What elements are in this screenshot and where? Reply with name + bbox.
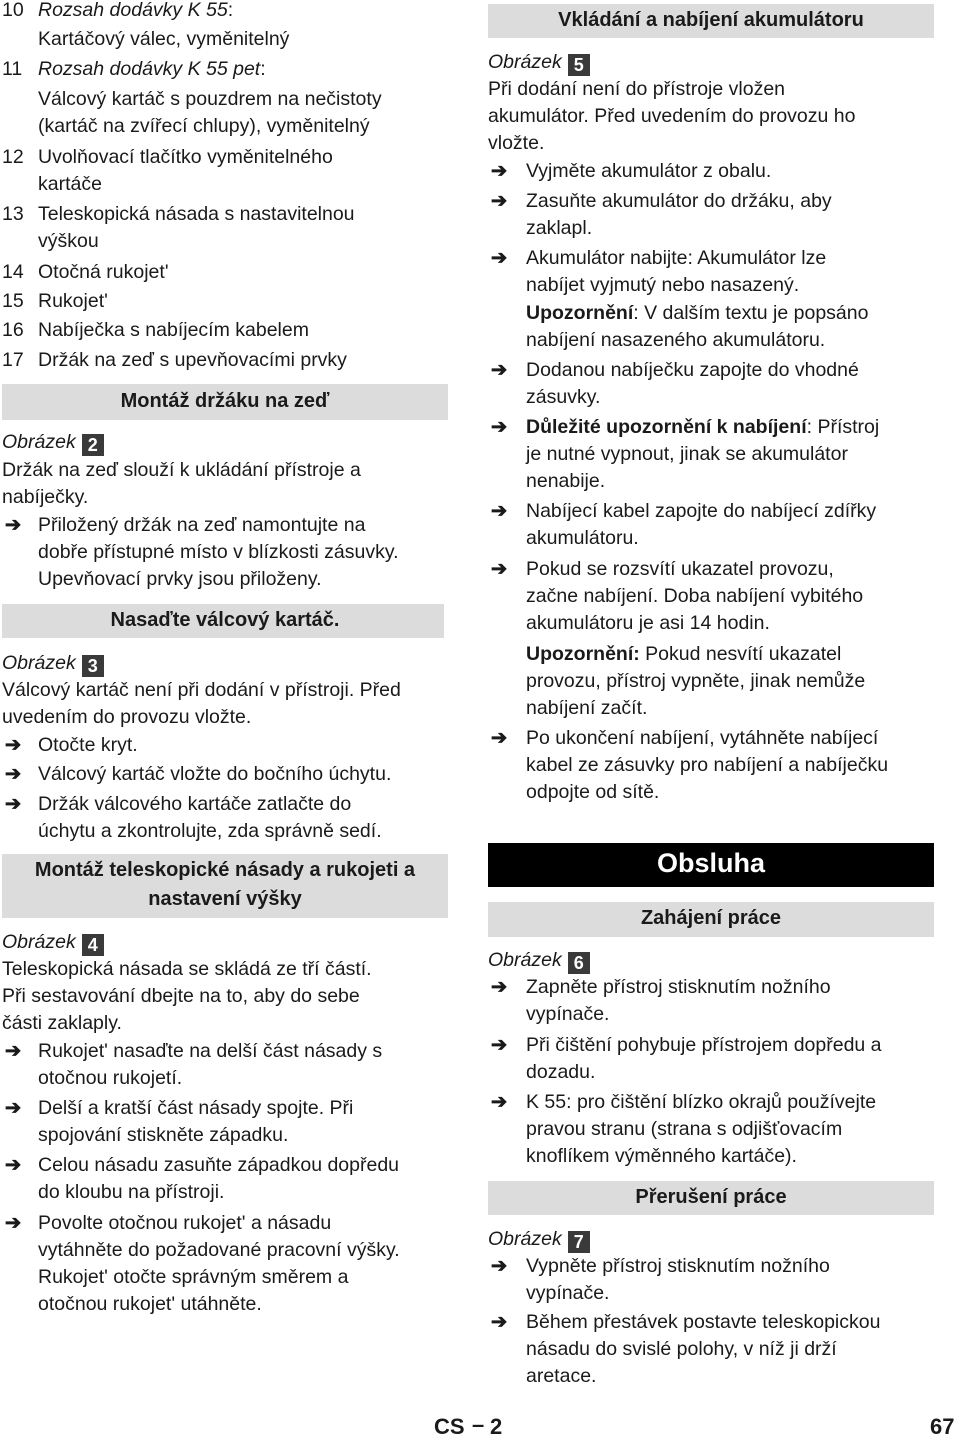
step-text: zásuvky.	[526, 386, 601, 408]
arrow-right-icon: ➔	[4, 1040, 22, 1062]
list-item-text: Držák na zeď s upevňovacími prvky	[38, 349, 347, 371]
step-text: zaklapl.	[526, 217, 593, 239]
step-text: Válcový kartáč vložte do bočního úchytu.	[38, 763, 392, 785]
arrow-right-icon: ➔	[490, 500, 508, 522]
step-text: nenabije.	[526, 470, 606, 492]
figure-number-icon: 7	[568, 1231, 590, 1253]
page-number: 67	[930, 1414, 955, 1439]
step-text: Důležité upozornění k nabíjení: Přístroj	[526, 416, 880, 438]
step-text: Dodanou nabíječku zapojte do vhodné	[526, 359, 859, 381]
list-item-13: 13	[2, 203, 24, 225]
list-item-text: Nabíječka s nabíjecím kabelem	[38, 319, 309, 341]
paragraph-line: Při dodání není do přístroje vložen	[488, 78, 786, 100]
arrow-right-icon: ➔	[4, 514, 22, 536]
list-item-15: 15	[2, 290, 24, 312]
figure-ref: Obrázek 4	[2, 930, 104, 956]
step-text: pravou stranu (strana s odjišťovacím	[526, 1118, 843, 1140]
note-line: nabíjení začít.	[526, 697, 648, 719]
list-item-text: Teleskopická násada s nastavitelnou	[38, 203, 355, 225]
step-text: Akumulátor nabijte: Akumulátor lze	[526, 247, 827, 269]
step-text: kabel ze zásuvky pro nabíjení a nabíječku	[526, 754, 889, 776]
arrow-right-icon: ➔	[490, 416, 508, 438]
list-item-text: Kartáčový válec, vyměnitelný	[38, 28, 290, 50]
step-text: Povolte otočnou rukojet' a násadu	[38, 1212, 332, 1234]
step-text: úchytu a zkontrolujte, zda správně sedí.	[38, 820, 382, 842]
step-text: akumulátoru.	[526, 527, 639, 549]
list-item-14: 14	[2, 261, 24, 283]
figure-number-icon: 3	[82, 655, 104, 677]
operation-heading: Obsluha	[656, 848, 765, 878]
list-item-17: 17	[2, 349, 24, 371]
arrow-right-icon: ➔	[4, 793, 22, 815]
arrow-right-icon: ➔	[490, 1034, 508, 1056]
item-label: Rozsah dodávky K 55	[38, 0, 228, 21]
step-text: dobře přístupné místo v blízkosti zásuvky.	[38, 541, 399, 563]
list-item-text: výškou	[38, 230, 99, 252]
list-item-text: (kartáč na zvířecí chlupy), vyměnitelný	[38, 115, 370, 137]
list-item-12: 12	[2, 146, 24, 168]
section-heading: Montáž držáku na zeď	[120, 390, 330, 412]
step-text: vypínače.	[526, 1003, 610, 1025]
footer-lang: CS	[434, 1414, 465, 1439]
paragraph-line: vložte.	[488, 132, 545, 154]
step-text: Pokud se rozsvítí ukazatel provozu,	[526, 558, 834, 580]
item-number: 10	[2, 0, 24, 21]
step-text: Upevňovací prvky jsou přiloženy.	[38, 568, 322, 590]
arrow-right-icon: ➔	[490, 190, 508, 212]
step-text: odpojte od sítě.	[526, 781, 660, 803]
step-text: Přiložený držák na zeď namontujte na	[38, 514, 366, 536]
step-text: násadu do svislé polohy, v níž ji drží	[526, 1338, 837, 1360]
step-text: aretace.	[526, 1365, 597, 1387]
list-item-10: 10 Rozsah dodávky K 55:	[2, 0, 234, 21]
figure-number-icon: 4	[82, 934, 104, 956]
footer-dash: –	[472, 1412, 485, 1437]
step-text: Rukojet' otočte správným směrem a	[38, 1266, 349, 1288]
figure-number-icon: 2	[82, 434, 104, 456]
section-heading: Nasaďte válcový kartáč.	[110, 609, 340, 631]
section-heading: Zahájení práce	[640, 907, 782, 929]
figure-ref: Obrázek 7	[488, 1227, 590, 1253]
step-text: knoflíkem výměnného kartáče).	[526, 1145, 797, 1167]
step-text: Nabíjecí kabel zapojte do nabíjecí zdířky	[526, 500, 877, 522]
note-line: nabíjení nasazeného akumulátoru.	[526, 329, 826, 351]
arrow-right-icon: ➔	[490, 727, 508, 749]
arrow-right-icon: ➔	[490, 558, 508, 580]
footer-section-page: 2	[490, 1414, 503, 1439]
step-text: Po ukončení nabíjení, vytáhněte nabíjecí	[526, 727, 879, 749]
arrow-right-icon: ➔	[490, 160, 508, 182]
arrow-right-icon: ➔	[490, 247, 508, 269]
figure-ref: Obrázek 2	[2, 430, 104, 456]
arrow-right-icon: ➔	[490, 976, 508, 998]
step-text: akumulátoru je asi 14 hodin.	[526, 612, 770, 634]
note-line: provozu, přístroj vypněte, jinak nemůže	[526, 670, 866, 692]
arrow-right-icon: ➔	[490, 1255, 508, 1277]
figure-number-icon: 5	[568, 54, 590, 76]
list-item-11: 11 Rozsah dodávky K 55 pet:	[2, 58, 266, 80]
section-heading: Vkládání a nabíjení akumulátoru	[558, 9, 864, 31]
figure-ref: Obrázek 5	[488, 50, 590, 76]
arrow-right-icon: ➔	[4, 1097, 22, 1119]
paragraph-line: Při sestavování dbejte na to, aby do sebe	[2, 985, 360, 1007]
list-item-text: kartáče	[38, 173, 102, 195]
arrow-right-icon: ➔	[4, 1212, 22, 1234]
figure-number-icon: 6	[568, 952, 590, 974]
step-text: nabíjet vyjmutý nebo nasazený.	[526, 274, 800, 296]
arrow-right-icon: ➔	[490, 1091, 508, 1113]
arrow-right-icon: ➔	[490, 359, 508, 381]
step-text: Celou násadu zasuňte západkou dopředu	[38, 1154, 400, 1176]
figure-ref: Obrázek 6	[488, 948, 590, 974]
step-text: je nutné vypnout, jinak se akumulátor	[526, 443, 848, 465]
step-text: Vyjměte akumulátor z obalu.	[526, 160, 772, 182]
paragraph-line: akumulátor. Před uvedením do provozu ho	[488, 105, 856, 127]
paragraph-line: uvedením do provozu vložte.	[2, 706, 252, 728]
step-text: Delší a kratší část násady spojte. Při	[38, 1097, 354, 1119]
step-text: K 55: pro čištění blízko okrajů používejte	[526, 1091, 877, 1113]
step-text: Zapněte přístroj stisknutím nožního	[526, 976, 831, 998]
figure-ref: Obrázek 3	[2, 651, 104, 677]
step-text: otočnou rukojet' utáhněte.	[38, 1293, 262, 1315]
step-text: dozadu.	[526, 1061, 596, 1083]
arrow-right-icon: ➔	[4, 763, 22, 785]
step-text: vytáhněte do požadované pracovní výšky.	[38, 1239, 400, 1261]
item-label: Rozsah dodávky K 55 pet	[38, 58, 261, 80]
step-text: začne nabíjení. Doba nabíjení vybitého	[526, 585, 864, 607]
step-text: Zasuňte akumulátor do držáku, aby	[526, 190, 832, 212]
step-text: Při čištění pohybuje přístrojem dopředu a	[526, 1034, 882, 1056]
section-heading: Montáž teleskopické násady a rukojeti a	[34, 859, 416, 881]
list-item-text: Otočná rukojet'	[38, 261, 169, 283]
step-text: Během přestávek postavte teleskopickou	[526, 1311, 881, 1333]
step-text: Držák válcového kartáče zatlačte do	[38, 793, 352, 815]
paragraph-line: části zaklaply.	[2, 1012, 122, 1034]
note-line: Upozornění: V dalším textu je popsáno	[526, 302, 869, 324]
arrow-right-icon: ➔	[4, 1154, 22, 1176]
step-text: do kloubu na přístroji.	[38, 1181, 225, 1203]
step-text: vypínače.	[526, 1282, 610, 1304]
step-text: Rukojet' nasaďte na delší část násady s	[38, 1040, 383, 1062]
paragraph-line: Válcový kartáč není při dodání v přístroji. Před	[2, 679, 401, 701]
step-text: Otočte kryt.	[38, 734, 138, 756]
paragraph-line: Držák na zeď slouží k ukládání přístroje a	[2, 459, 361, 481]
paragraph-line: nabíječky.	[2, 486, 89, 508]
item-number: 11	[2, 58, 23, 80]
list-item-text: Rukojet'	[38, 290, 108, 312]
arrow-right-icon: ➔	[4, 734, 22, 756]
paragraph-line: Teleskopická násada se skládá ze tří částí.	[2, 958, 372, 980]
step-text: Vypněte přístroj stisknutím nožního	[526, 1255, 830, 1277]
list-item-text: Uvolňovací tlačítko vyměnitelného	[38, 146, 333, 168]
section-heading: Přerušení práce	[635, 1186, 787, 1208]
section-heading: nastavení výšky	[148, 888, 302, 910]
list-item-text: Válcový kartáč s pouzdrem na nečistoty	[38, 88, 382, 110]
note-line: Upozornění: Pokud nesvítí ukazatel	[526, 643, 842, 665]
step-text: otočnou rukojetí.	[38, 1067, 183, 1089]
arrow-right-icon: ➔	[490, 1311, 508, 1333]
list-item-16: 16	[2, 319, 24, 341]
step-text: spojování stiskněte západku.	[38, 1124, 289, 1146]
